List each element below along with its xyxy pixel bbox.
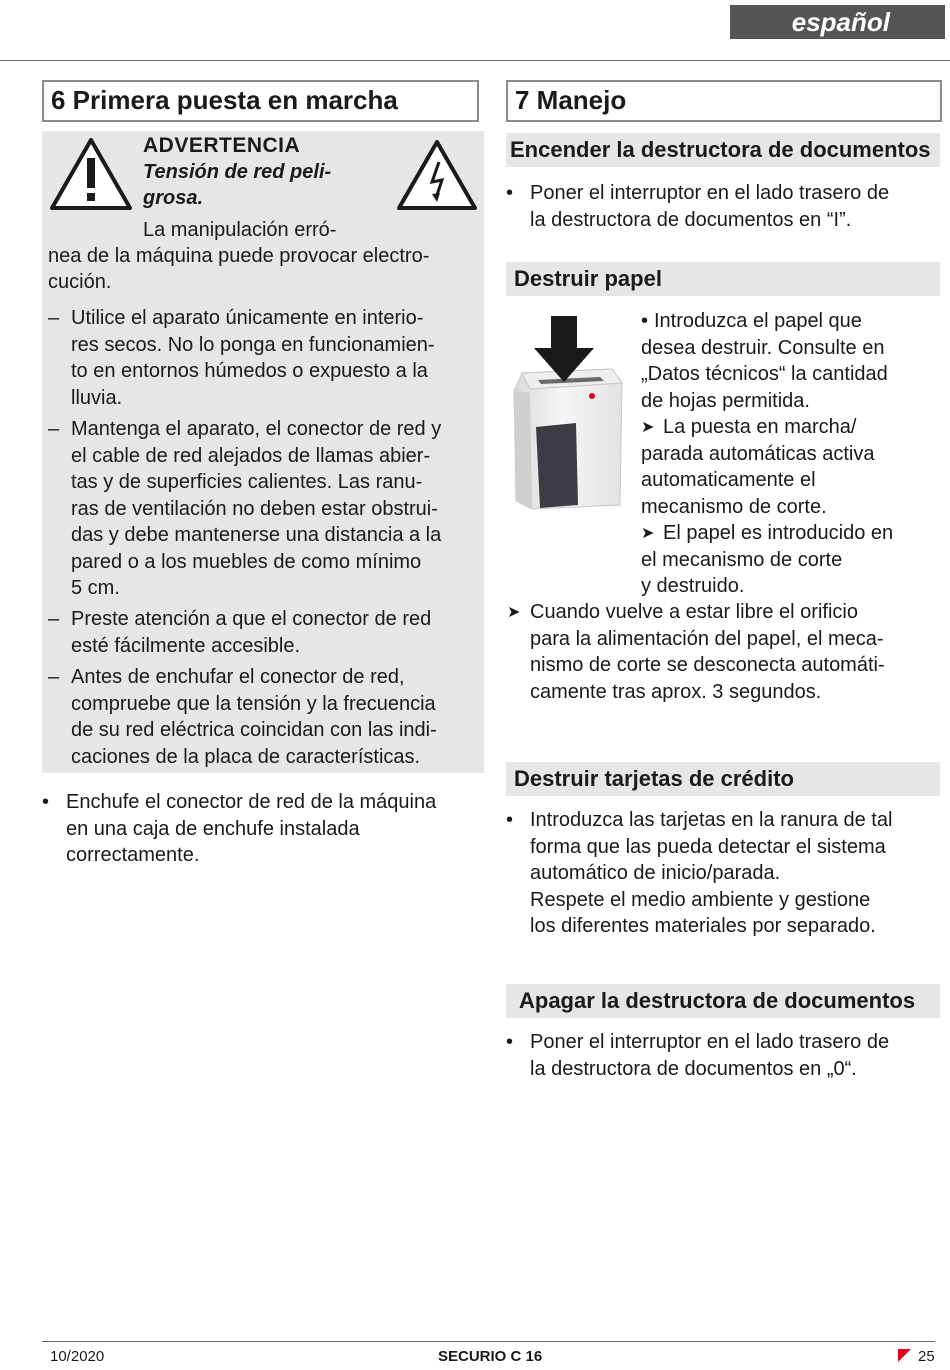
warning-text-1: La manipulación erró-: [143, 219, 337, 241]
text-line: camente tras aprox. 3 segundos.: [530, 680, 822, 703]
text-line: das y debe mantenerse una distancia a la: [71, 524, 442, 546]
text-line: parada automáticas activa: [641, 442, 875, 465]
text-line: esté fácilmente accesible.: [71, 634, 301, 657]
warning-heading: ADVERTENCIA: [143, 134, 301, 157]
text-line: mecanismo de corte.: [641, 495, 827, 518]
text-line: compruebe que la tensión y la frecuencia: [71, 692, 436, 715]
warning-text-2: nea de la máquina puede provocar electro-: [48, 245, 430, 267]
text-line: de hojas permitida.: [641, 389, 810, 412]
bullet-mark: •: [506, 182, 514, 204]
text-line: para la alimentación del papel, el meca-: [530, 627, 884, 650]
text-line: caciones de la placa de características.: [71, 745, 421, 768]
down-arrow-icon: [532, 314, 596, 384]
text-line: el mecanismo de corte: [641, 548, 843, 571]
bullet-mark: •: [42, 791, 50, 813]
text-line: El papel es introducido en: [663, 522, 894, 544]
text-line: en una caja de enchufe instalada: [66, 817, 360, 840]
text-line: Poner el interruptor en el lado trasero de: [530, 1031, 890, 1053]
section-heading-switch-off: Apagar la destructora de documentos: [506, 984, 940, 1018]
text-line: res secos. No lo ponga en funcionamien-: [71, 333, 435, 356]
text-line: pared o a los muebles de como mínimo: [71, 550, 422, 573]
insert-paper-step: [641, 308, 941, 414]
text-line: Cuando vuelve a estar libre el orificio: [530, 601, 858, 623]
warning-subtitle-2: grosa.: [143, 187, 204, 209]
text-line: los diferentes materiales por separado.: [530, 915, 876, 937]
safety-item: [48, 305, 483, 411]
bullet-mark: •: [641, 310, 649, 332]
text-line: Respete el medio ambiente y gestione: [530, 888, 871, 911]
bullet-mark: •: [506, 809, 514, 831]
chapter-title-7: 7 Manejo: [506, 80, 942, 122]
safety-item: [48, 606, 483, 659]
text-line: Enchufe el conector de red de la máquina: [66, 791, 437, 813]
result-auto-start: [641, 414, 941, 520]
text-line: Mantenga el aparato, el conector de red y: [71, 418, 442, 440]
text-line: 5 cm.: [71, 577, 120, 599]
text-line: Introduzca las tarjetas en la ranura de tal: [530, 809, 893, 831]
switch-off-step: [506, 1029, 940, 1082]
text-line: Antes de enchufar el conector de red,: [71, 666, 405, 688]
warning-subtitle-1: Tensión de red peli-: [143, 161, 332, 183]
text-line: automaticamente el: [641, 469, 816, 491]
result-paper-shredded: [641, 520, 941, 600]
switch-on-step: [506, 180, 936, 233]
plug-in-step: [42, 789, 482, 869]
warning-text-3: cución.: [48, 271, 112, 293]
warning-triangle-icon: [48, 136, 134, 212]
section-heading-credit-cards: Destruir tarjetas de crédito: [506, 762, 940, 796]
result-auto-stop: [507, 599, 937, 705]
text-line: Poner el interruptor en el lado trasero de: [530, 182, 890, 204]
dash-mark: –: [48, 307, 60, 329]
text-line: forma que las pueda detectar el sistema: [530, 835, 886, 858]
text-line: „Datos técnicos“ la cantidad: [641, 363, 888, 385]
footer-rule: [42, 1341, 935, 1342]
safety-item: [48, 664, 483, 770]
text-line: el cable de red alejados de llamas abier-: [71, 444, 431, 467]
footer-date: 10/2020: [50, 1348, 105, 1365]
safety-item: [48, 416, 483, 602]
text-line: la destructora de documentos en “I”.: [530, 208, 852, 231]
page-number: 25: [918, 1348, 935, 1365]
text-line: desea destruir. Consulte en: [641, 336, 885, 359]
dash-mark: –: [48, 666, 60, 688]
header-rule: [0, 60, 950, 61]
text-line: y destruido.: [641, 575, 745, 597]
text-line: automático de inicio/parada.: [530, 862, 781, 884]
footer-triangle-icon: [898, 1349, 911, 1362]
insert-cards-step: [506, 807, 940, 940]
text-line: ras de ventilación no deben estar obstrui-: [71, 497, 438, 520]
result-arrow-icon: ➤: [641, 419, 655, 436]
text-line: nismo de corte se desconecta automáti-: [530, 654, 885, 676]
text-line: to en entornos húmedos o expuesto a la: [71, 360, 428, 382]
text-line: tas y de superficies calientes. Las ranu-: [71, 471, 423, 493]
text-line: La puesta en marcha/: [663, 416, 857, 438]
result-arrow-icon: ➤: [507, 604, 521, 621]
section-heading-switch-on: Encender la destructora de documentos: [506, 133, 940, 167]
dash-mark: –: [48, 608, 60, 630]
language-tab: español: [730, 5, 945, 39]
text-line: lluvia.: [71, 386, 123, 409]
result-arrow-icon: ➤: [641, 525, 655, 542]
text-line: Utilice el aparato únicamente en interio-: [71, 307, 424, 329]
text-line: de su red eléctrica coincidan con las indi-: [71, 719, 437, 741]
text-line: correctamente.: [66, 844, 200, 866]
section-heading-shred-paper: Destruir papel: [506, 262, 940, 296]
dash-mark: –: [48, 418, 60, 440]
text-line: Introduzca el papel que: [654, 310, 862, 332]
bullet-mark: •: [506, 1031, 514, 1053]
chapter-title-6: 6 Primera puesta en marcha: [42, 80, 479, 122]
high-voltage-icon: [395, 138, 479, 212]
text-line: Preste atención a que el conector de red: [71, 608, 432, 630]
footer-model: SECURIO C 16: [438, 1348, 543, 1365]
text-line: la destructora de documentos en „0“.: [530, 1057, 857, 1080]
